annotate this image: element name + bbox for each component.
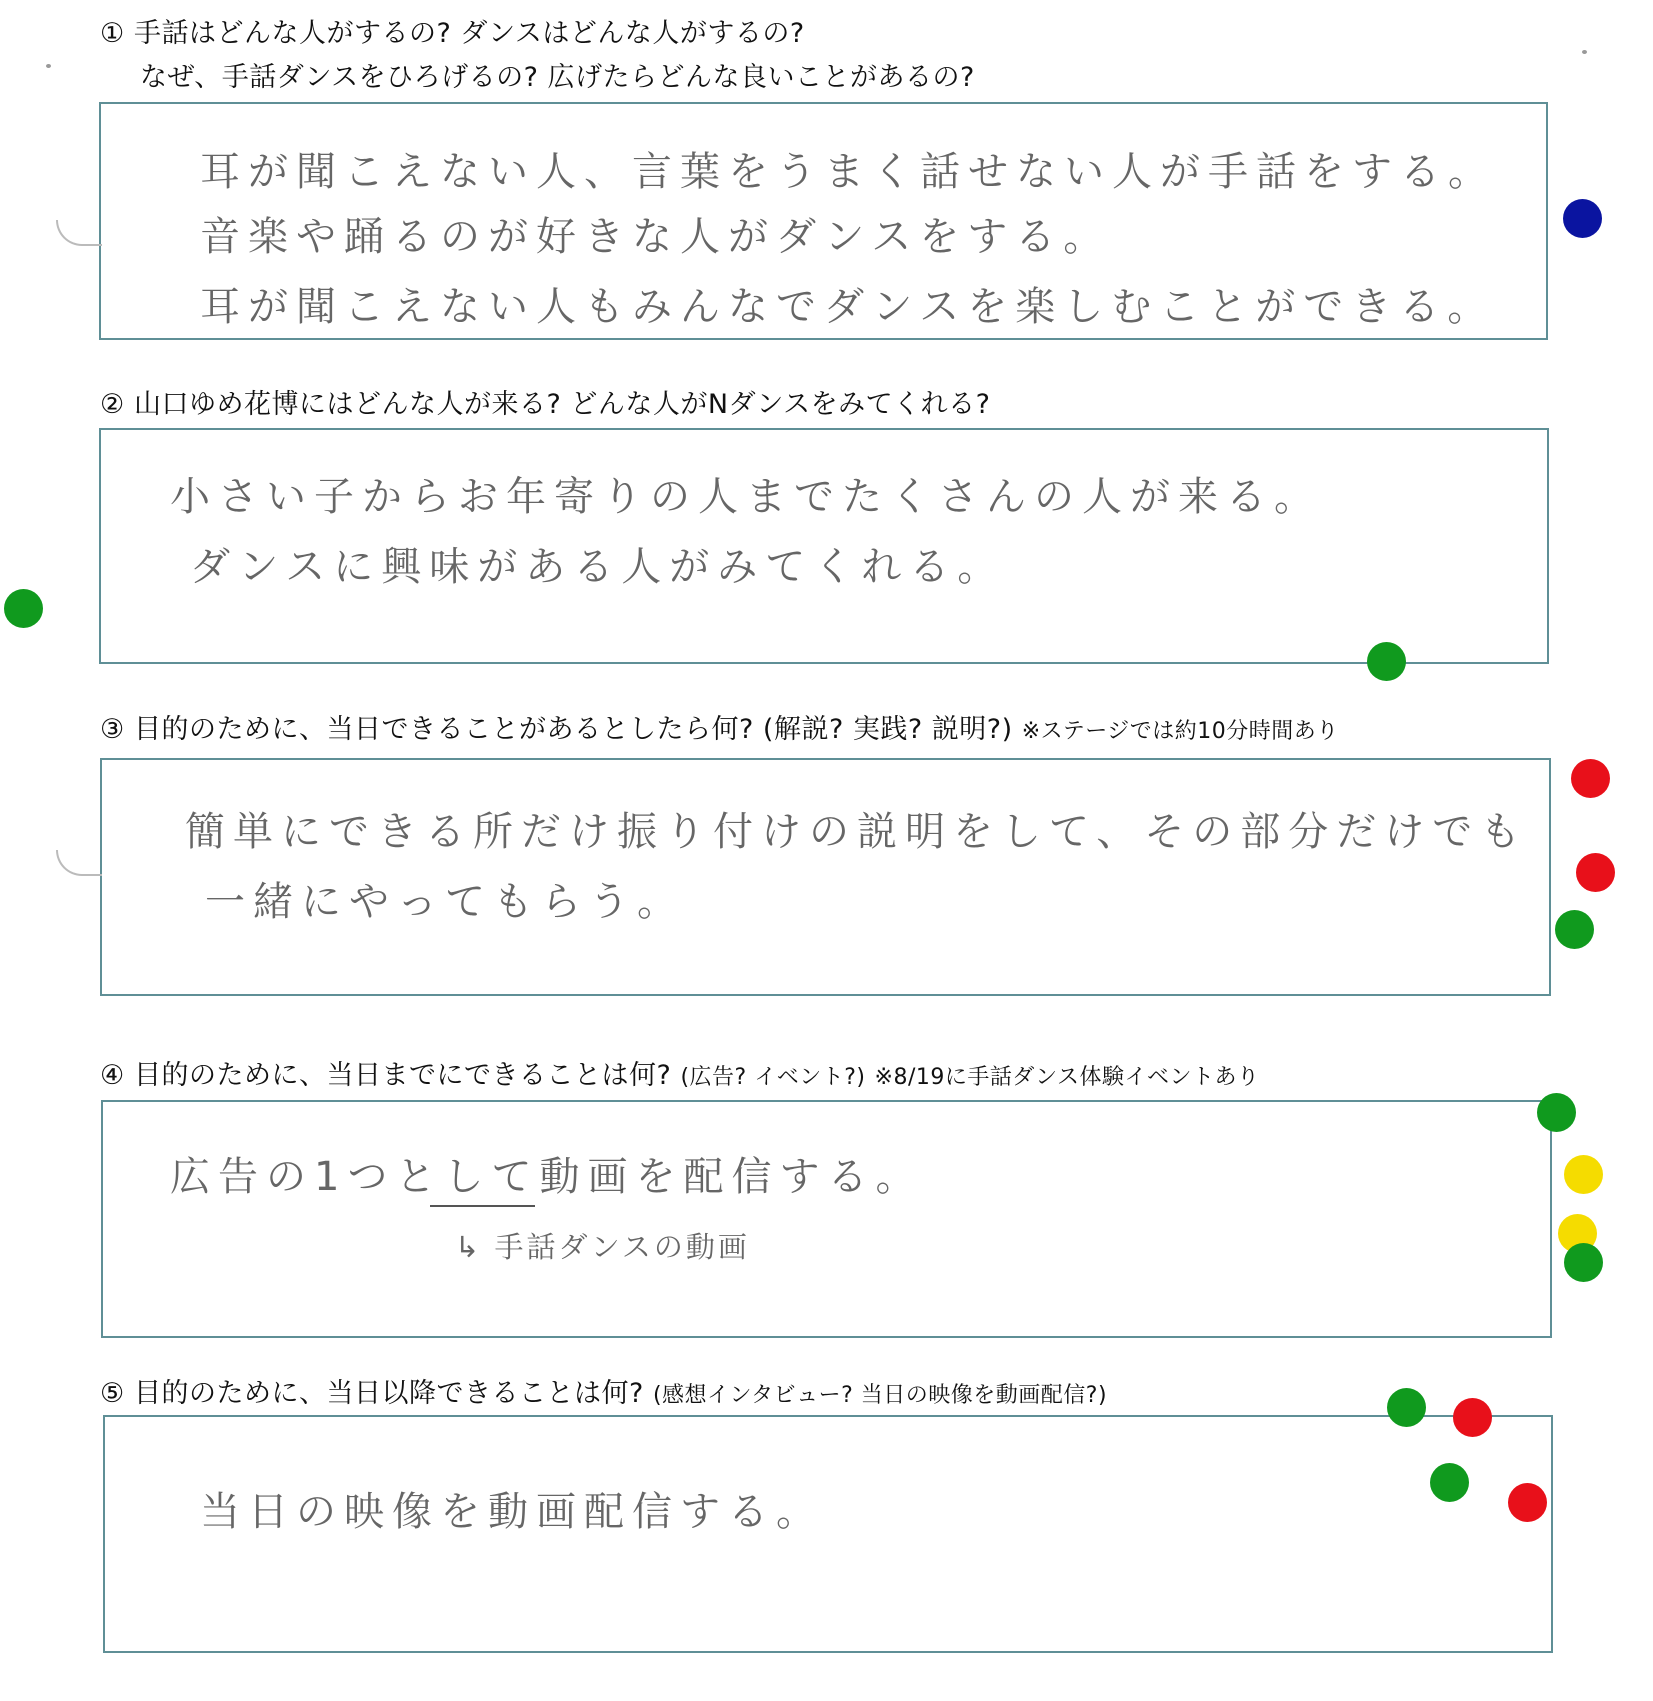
question-text-line2: なぜ、手話ダンスをひろげるの? 広げたらどんな良いことがあるの? (140, 62, 975, 93)
answer-1-line-2: 音楽や踊るのが好きな人がダンスをする。 (200, 214, 1112, 260)
question-number: ⑤ (100, 1378, 125, 1409)
punch-hole-mark (56, 220, 102, 246)
answer-3-line-1: 簡単にできる所だけ振り付けの説明をして、その部分だけでも (185, 809, 1529, 855)
question-number: ④ (100, 1060, 125, 1091)
green-sticker-dot (1564, 1243, 1603, 1282)
question-text-line1: 手話はどんな人がするの? ダンスはどんな人がするの? (134, 18, 805, 49)
question-2 (100, 383, 990, 427)
question-1 (100, 12, 805, 56)
question-4 (100, 1054, 1259, 1100)
green-sticker-dot (1430, 1463, 1469, 1502)
red-sticker-dot (1508, 1483, 1547, 1522)
question-5 (100, 1372, 1107, 1418)
answer-4-line-2: ↳ 手話ダンスの動画 (455, 1230, 750, 1264)
question-text-line1: 目的のために、当日以降できることは何? (134, 1378, 644, 1409)
red-sticker-dot (1576, 853, 1615, 892)
blue-sticker-dot (1563, 199, 1602, 238)
answer-2-line-1: 小さい子からお年寄りの人までたくさんの人が来る。 (170, 474, 1322, 520)
question-text-line1: 目的のために、当日までにできることは何? (134, 1060, 672, 1091)
speck (46, 64, 51, 68)
green-sticker-dot (4, 589, 43, 628)
question-note: ※8/19に手話ダンス体験イベントあり (874, 1065, 1260, 1090)
green-sticker-dot (1387, 1388, 1426, 1427)
answer-3-line-2: 一緒にやってもらう。 (205, 879, 685, 925)
question-number: ② (100, 389, 125, 420)
answer-1-line-3: 耳が聞こえない人もみんなでダンスを楽しむことができる。 (200, 284, 1496, 330)
question-text-line1: 目的のために、当日できることがあるとしたら何? (解説? 実践? 説明?) (134, 714, 1013, 745)
answer-4-line-1: 広告の1つとして動画を配信する。 (170, 1154, 924, 1200)
question-1-line2 (140, 56, 975, 100)
answer-5-line-1: 当日の映像を動画配信する。 (200, 1489, 824, 1535)
question-3 (100, 708, 1339, 754)
handwritten-underline (430, 1205, 535, 1207)
green-sticker-dot (1555, 910, 1594, 949)
question-sub: (感想インタビュー? 当日の映像を動画配信?) (652, 1383, 1108, 1408)
red-sticker-dot (1453, 1398, 1492, 1437)
question-number: ① (100, 18, 125, 49)
yellow-sticker-dot (1564, 1155, 1603, 1194)
speck (1582, 50, 1587, 54)
answer-box-4 (101, 1100, 1552, 1338)
answer-1-line-1: 耳が聞こえない人、言葉をうまく話せない人が手話をする。 (200, 149, 1496, 195)
question-sub: (広告? イベント?) (680, 1065, 866, 1090)
question-note: ※ステージでは約10分時間あり (1021, 719, 1339, 744)
green-sticker-dot (1537, 1093, 1576, 1132)
green-sticker-dot (1367, 642, 1406, 681)
punch-hole-mark (56, 850, 102, 876)
answer-2-line-2: ダンスに興味がある人がみてくれる。 (190, 544, 1006, 590)
question-text-line1: 山口ゆめ花博にはどんな人が来る? どんな人がNダンスをみてくれる? (134, 389, 991, 420)
red-sticker-dot (1571, 759, 1610, 798)
question-number: ③ (100, 714, 125, 745)
